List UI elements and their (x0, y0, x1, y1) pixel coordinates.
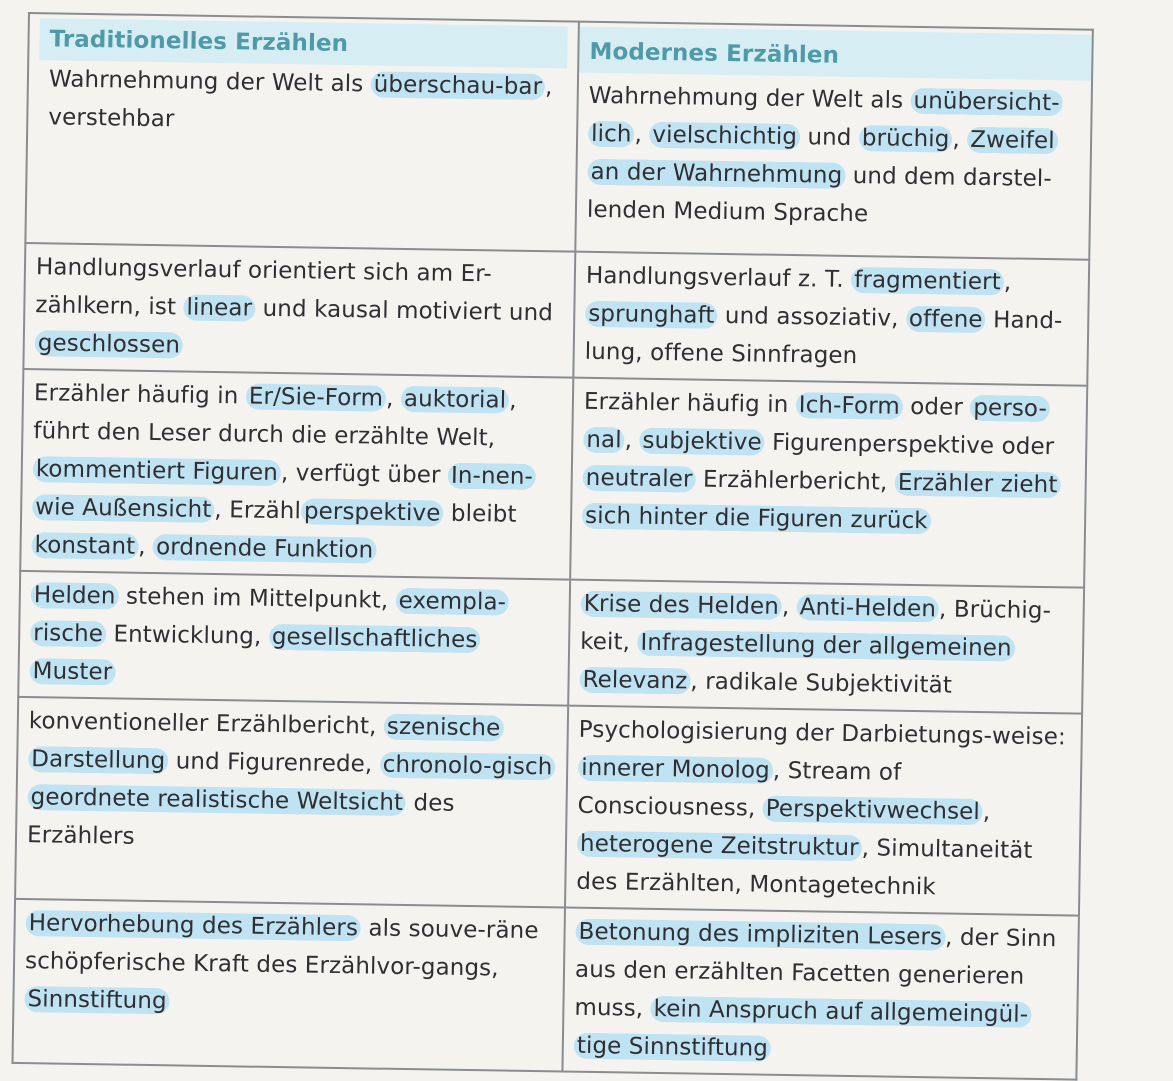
right-cell (570, 378, 1087, 588)
highlighted-phrase: konstant (31, 532, 138, 560)
text-segment: , (983, 799, 991, 825)
highlighted-phrase: neutraler (583, 465, 696, 493)
highlighted-phrase: kein Anspruch auf allgemeingül-tige Sinnstiftung (574, 996, 1032, 1062)
left-cell (12, 899, 565, 1072)
text-segment: , (634, 122, 649, 148)
cell-text (24, 904, 554, 1026)
highlighted-phrase: In-nen- wie Außensicht (32, 463, 536, 523)
table-row (23, 243, 1089, 386)
highlighted-phrase: Helden (31, 582, 119, 609)
highlighted-phrase: subjektive (639, 428, 765, 456)
highlighted-phrase: unübersicht-lich (588, 88, 1063, 148)
table-row (18, 571, 1084, 714)
highlighted-phrase: fragmentiert (851, 267, 1004, 295)
highlighted-phrase: Sinnstiftung (24, 986, 170, 1014)
text-segment: , führt den Leser durch die erzählte Welt, (33, 388, 517, 452)
header-modern: Modernes Erzählen (579, 27, 1092, 81)
cell-text (582, 383, 1076, 543)
cell-text (31, 374, 562, 572)
text-segment: konventioneller Erzählbericht, (29, 708, 384, 740)
highlighted-phrase: Infragestellung der allgemeinen Relevanz (579, 630, 1014, 695)
right-cell (568, 580, 1084, 714)
cell-text (29, 576, 559, 698)
highlighted-phrase: auktorial (401, 386, 510, 414)
text-segment: und (800, 124, 859, 151)
highlighted-phrase: sprunghaft (585, 301, 718, 329)
text-segment: , Simultaneität des Erzählten, Montagetechnik (576, 835, 1033, 900)
text-segment: und dem darstel-lenden Medium Sprache (587, 163, 1052, 227)
table-row (15, 697, 1082, 916)
text-segment: , verfügt über (281, 460, 448, 489)
cell-text (38, 60, 567, 144)
highlighted-phrase: Krise des Helden (581, 591, 783, 620)
text-segment: , (782, 594, 797, 620)
highlighted-phrase: chronolo-gisch (380, 752, 556, 781)
text-segment: , Stream of Consciousness, (577, 758, 901, 822)
cell-text (35, 248, 565, 370)
text-segment: Wahrnehmung der Welt als (589, 83, 911, 114)
text-segment: Entwicklung, (106, 621, 269, 650)
text-segment: , verstehbar (48, 74, 553, 132)
text-segment: , (952, 127, 967, 153)
highlighted-phrase: ordnende Funktion (153, 534, 377, 564)
highlighted-phrase: szenische Darstellung (28, 714, 503, 775)
highlighted-phrase: innerer Monolog (578, 755, 773, 784)
highlighted-phrase: Anti-Helden (797, 594, 940, 622)
highlighted-phrase: linear (183, 294, 255, 321)
text-segment: , der Sinn aus den erzählten Facetten generieren muss, (574, 925, 1056, 1022)
text-segment: Erzähler häufig in (34, 380, 246, 409)
text-segment: oder (903, 394, 971, 421)
highlighted-phrase: perspektive (301, 498, 444, 526)
highlighted-phrase: Er/Sie-Form (246, 383, 387, 411)
highlighted-phrase: Ich-Form (796, 392, 903, 420)
highlighted-phrase: Perspektivwechsel (763, 796, 984, 825)
comparison-sheet (12, 12, 1092, 1057)
text-segment: Handlungsverlauf z. T. (586, 263, 852, 293)
highlighted-phrase: brüchig (859, 125, 953, 152)
cell-text (579, 585, 1073, 707)
highlighted-phrase: Zweifel an der Wahrnehmung (587, 127, 1058, 189)
text-segment: als souve-räne schöpferische Kraft des Erzählvor-gangs, (25, 915, 539, 981)
text-segment: Erzählerbericht, (695, 467, 895, 496)
text-segment: Handlungsverlauf orientiert sich am Er-zählkern, ist (35, 254, 492, 320)
text-segment: Psychologisierung der Darbietungs-weise: (579, 717, 1066, 751)
highlighted-phrase: Erzähler zieht sich hinter die Figuren zurück (582, 470, 1061, 535)
left-cell (15, 697, 568, 908)
text-segment: und Figurenrede, (168, 748, 380, 777)
left-cell (25, 13, 579, 252)
left-cell (20, 369, 573, 580)
cell-text (584, 257, 1078, 379)
text-segment: , (386, 386, 401, 412)
text-segment: Hand-lung, offene Sinnfragen (585, 307, 1063, 369)
highlighted-phrase: kommentiert Figuren (33, 456, 282, 486)
text-segment: bleibt (443, 501, 517, 528)
text-segment: , (1004, 269, 1012, 295)
highlighted-phrase: Betonung des impliziten Lesers (575, 919, 945, 951)
text-segment: und kausal motiviert und (255, 296, 553, 327)
text-segment: , Brüchig-keit, (580, 596, 1051, 655)
header-traditional: Traditionelles Erzählen (39, 18, 568, 68)
cell-text (587, 77, 1081, 237)
table-row (20, 369, 1087, 588)
table-row (12, 899, 1078, 1080)
cell-text (27, 702, 557, 862)
text-segment: , (138, 534, 153, 560)
cell-text (574, 913, 1068, 1073)
highlighted-phrase: perso-nal (583, 395, 1050, 454)
right-cell (562, 908, 1079, 1080)
highlighted-phrase: überschau-bar (371, 71, 546, 100)
highlighted-phrase: Hervorhebung des Erzählers (25, 910, 361, 941)
text-segment: Erzähler häufig in (584, 389, 796, 418)
text-segment: , (625, 427, 640, 453)
highlighted-phrase: geordnete realistische Weltsicht (27, 784, 406, 816)
right-cell (565, 706, 1082, 916)
highlighted-phrase: gesellschaftliches Muster (29, 624, 480, 686)
text-segment: Figurenperspektive oder (765, 430, 1055, 461)
highlighted-phrase: heterogene Zeitstruktur (577, 831, 862, 861)
left-cell (18, 571, 570, 706)
highlighted-phrase: offene (906, 306, 986, 333)
text-segment: des Erzählers (27, 790, 455, 850)
right-cell (575, 22, 1093, 260)
comparison-table (11, 12, 1093, 1081)
cell-text (576, 711, 1071, 909)
highlighted-phrase: vielschichtig (649, 122, 800, 150)
text-segment: , Erzähl (214, 497, 301, 524)
left-cell (23, 243, 575, 378)
text-segment: stehen im Mittelpunkt, (118, 583, 395, 613)
text-segment: , radikale Subjektivität (690, 668, 952, 698)
right-cell (573, 252, 1089, 386)
table-row (25, 13, 1092, 260)
highlighted-phrase: exempla-rische (30, 588, 509, 647)
text-segment: Wahrnehmung der Welt als (49, 66, 371, 97)
highlighted-phrase: geschlossen (35, 330, 184, 358)
text-segment: und assoziativ, (717, 303, 906, 332)
